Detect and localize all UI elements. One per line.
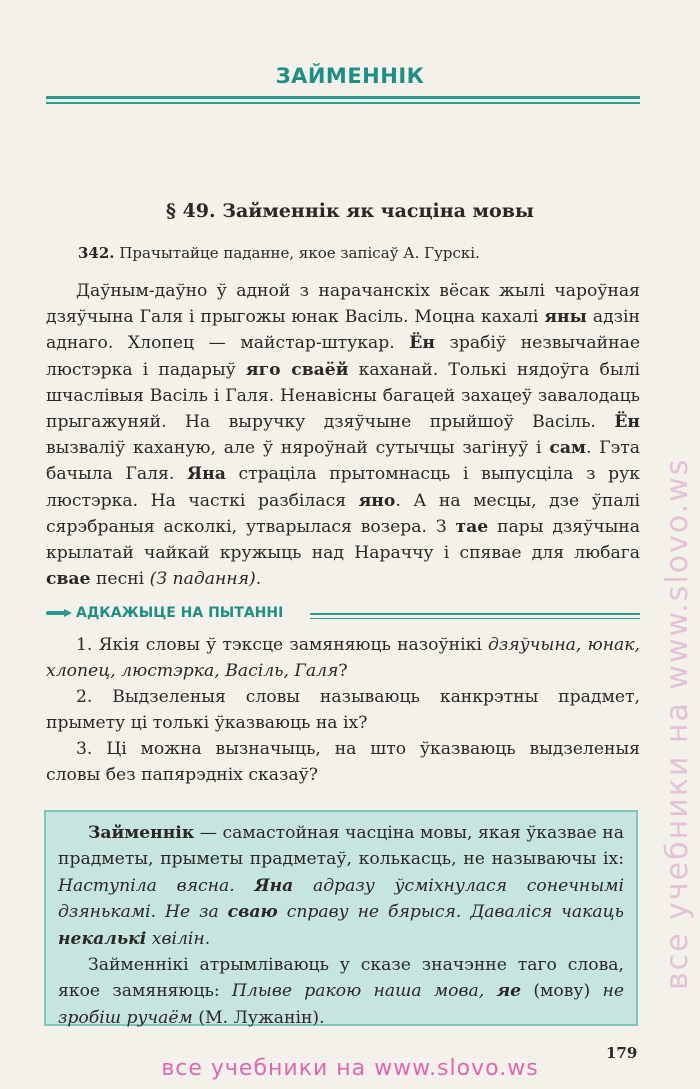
question-text: ? [338, 661, 348, 681]
example-pronoun: Яна [254, 875, 294, 896]
highlighted-pronoun: яно [358, 490, 396, 511]
example-italic: хвілін. [146, 928, 211, 949]
header-rule [46, 96, 640, 99]
question-italic: дзяўчына, юнак, хлопец, люстэрка, Васіль, Галя [46, 635, 640, 681]
chapter-title: ЗАЙМЕННІК [275, 64, 425, 88]
example-pronoun: некалькі [58, 928, 147, 949]
highlighted-pronoun: свае [46, 569, 91, 590]
definition-paragraph-2 [58, 952, 624, 1031]
questions-rule-thin [310, 618, 640, 619]
quote-author: (М. Лужанін). [192, 1007, 325, 1028]
definition-box [44, 810, 638, 1026]
passage-text: песні [90, 569, 150, 590]
pencil-icon [46, 611, 64, 615]
highlighted-pronoun: Ён [614, 412, 640, 433]
watermark-bottom: все учебники на www.slovo.ws [161, 1056, 539, 1081]
example-italic: справу не бярыся. Даваліся чакаць [277, 902, 624, 923]
example-pronoun: сваю [227, 902, 278, 923]
passage-text: зрабіў незвычайнае люстэрка і падарыў [46, 333, 640, 380]
example-italic: адразу ўсміхнулася сонечнымі дзянькамі. Не за [58, 875, 625, 923]
passage-text: Даўным-даўно ў адной з нарачанскіх вёсак жылі чароўная дзяўчына Галя і прыгожы юнак Васіль. Моцна кахалі [46, 281, 640, 328]
highlighted-pronoun: Ён [409, 333, 435, 354]
task-number: 342. [78, 244, 115, 262]
example-italic: Наступіла вясна. [58, 875, 255, 896]
passage-text: . [255, 569, 262, 590]
definition-text: (мову) [521, 981, 603, 1002]
passage-text: адзін аднаго. Хлопец — майстар-штукар. [46, 307, 640, 354]
question-3: 3. Ці можна вызначыць, на што ўказваюць выдзеленыя словы без папярэдніх сказаў? [46, 739, 640, 785]
page-number: 179 [606, 1044, 638, 1062]
definition-text: — самастойная часціна мовы, якая ўказвае на прадметы, прыметы прадметаў, колькасць, не называючы іх: [58, 823, 624, 870]
question-text: 1. Якія словы ў тэксце замяняюць назоўнікі [76, 635, 489, 655]
questions-label: АДКАЖЫЦЕ НА ПЫТАННІ [76, 605, 284, 621]
task-instruction [78, 244, 480, 262]
example-pronoun: яе [496, 981, 522, 1002]
passage-text: . Гэта бачыла Галя. [46, 438, 640, 485]
passage-text: страціла прытомнасць і выпусціла з рук люстэрка. На часткі разбілася [46, 464, 640, 511]
highlighted-pronoun: яго сваёй [245, 359, 349, 380]
highlighted-pronoun: яны [544, 307, 587, 328]
legend-passage [46, 278, 640, 592]
questions-header [46, 605, 640, 627]
highlighted-pronoun: сам [549, 438, 586, 459]
definition-paragraph [58, 820, 624, 952]
passage-text: . А на месцы, дзе ўпалі сярэбраныя асколкі, утварылася возера. З [46, 490, 640, 537]
header-rule-thin [46, 102, 640, 104]
passage-text: пары дзяўчына крылатай чайкай кружыць над Нараччу і спявае для любага [46, 516, 640, 564]
questions-list [46, 632, 640, 788]
watermark-side: все учебники на www.slovo.ws [660, 457, 695, 990]
definition-term: Займеннік [88, 823, 195, 843]
question-1 [46, 632, 640, 684]
section-title: § 49. Займеннік як часціна мовы [166, 200, 534, 222]
passage-text: вызваліў каханую, але ў няроўнай сутычцы загінуў і [46, 438, 550, 459]
example-italic: не зробіш ручаём [58, 981, 625, 1028]
passage-source: (З падання) [149, 569, 256, 590]
highlighted-pronoun: тае [455, 516, 489, 537]
definition-text: Займеннікі атрымліваюць у сказе значэнне таго слова, якое замяняюць: [58, 955, 624, 1002]
passage-text: каханай. Толькі нядоўга былі шчаслівыя Васіль і Галя. Ненавісны багацей захацеў завалодаць прыгажуняй. На выручку дзяўчыне прыйшоў Васіль. [46, 359, 640, 433]
questions-rule [310, 613, 640, 615]
highlighted-pronoun: Яна [186, 464, 226, 485]
task-text: Прачытайце паданне, якое запісаў А. Гурскі. [119, 244, 480, 262]
question-2: 2. Выдзеленыя словы называюць канкрэтны прадмет, прымету ці толькі ўказваюць на іх? [46, 687, 640, 733]
example-italic: Плыве ракою наша мова, [231, 981, 497, 1002]
